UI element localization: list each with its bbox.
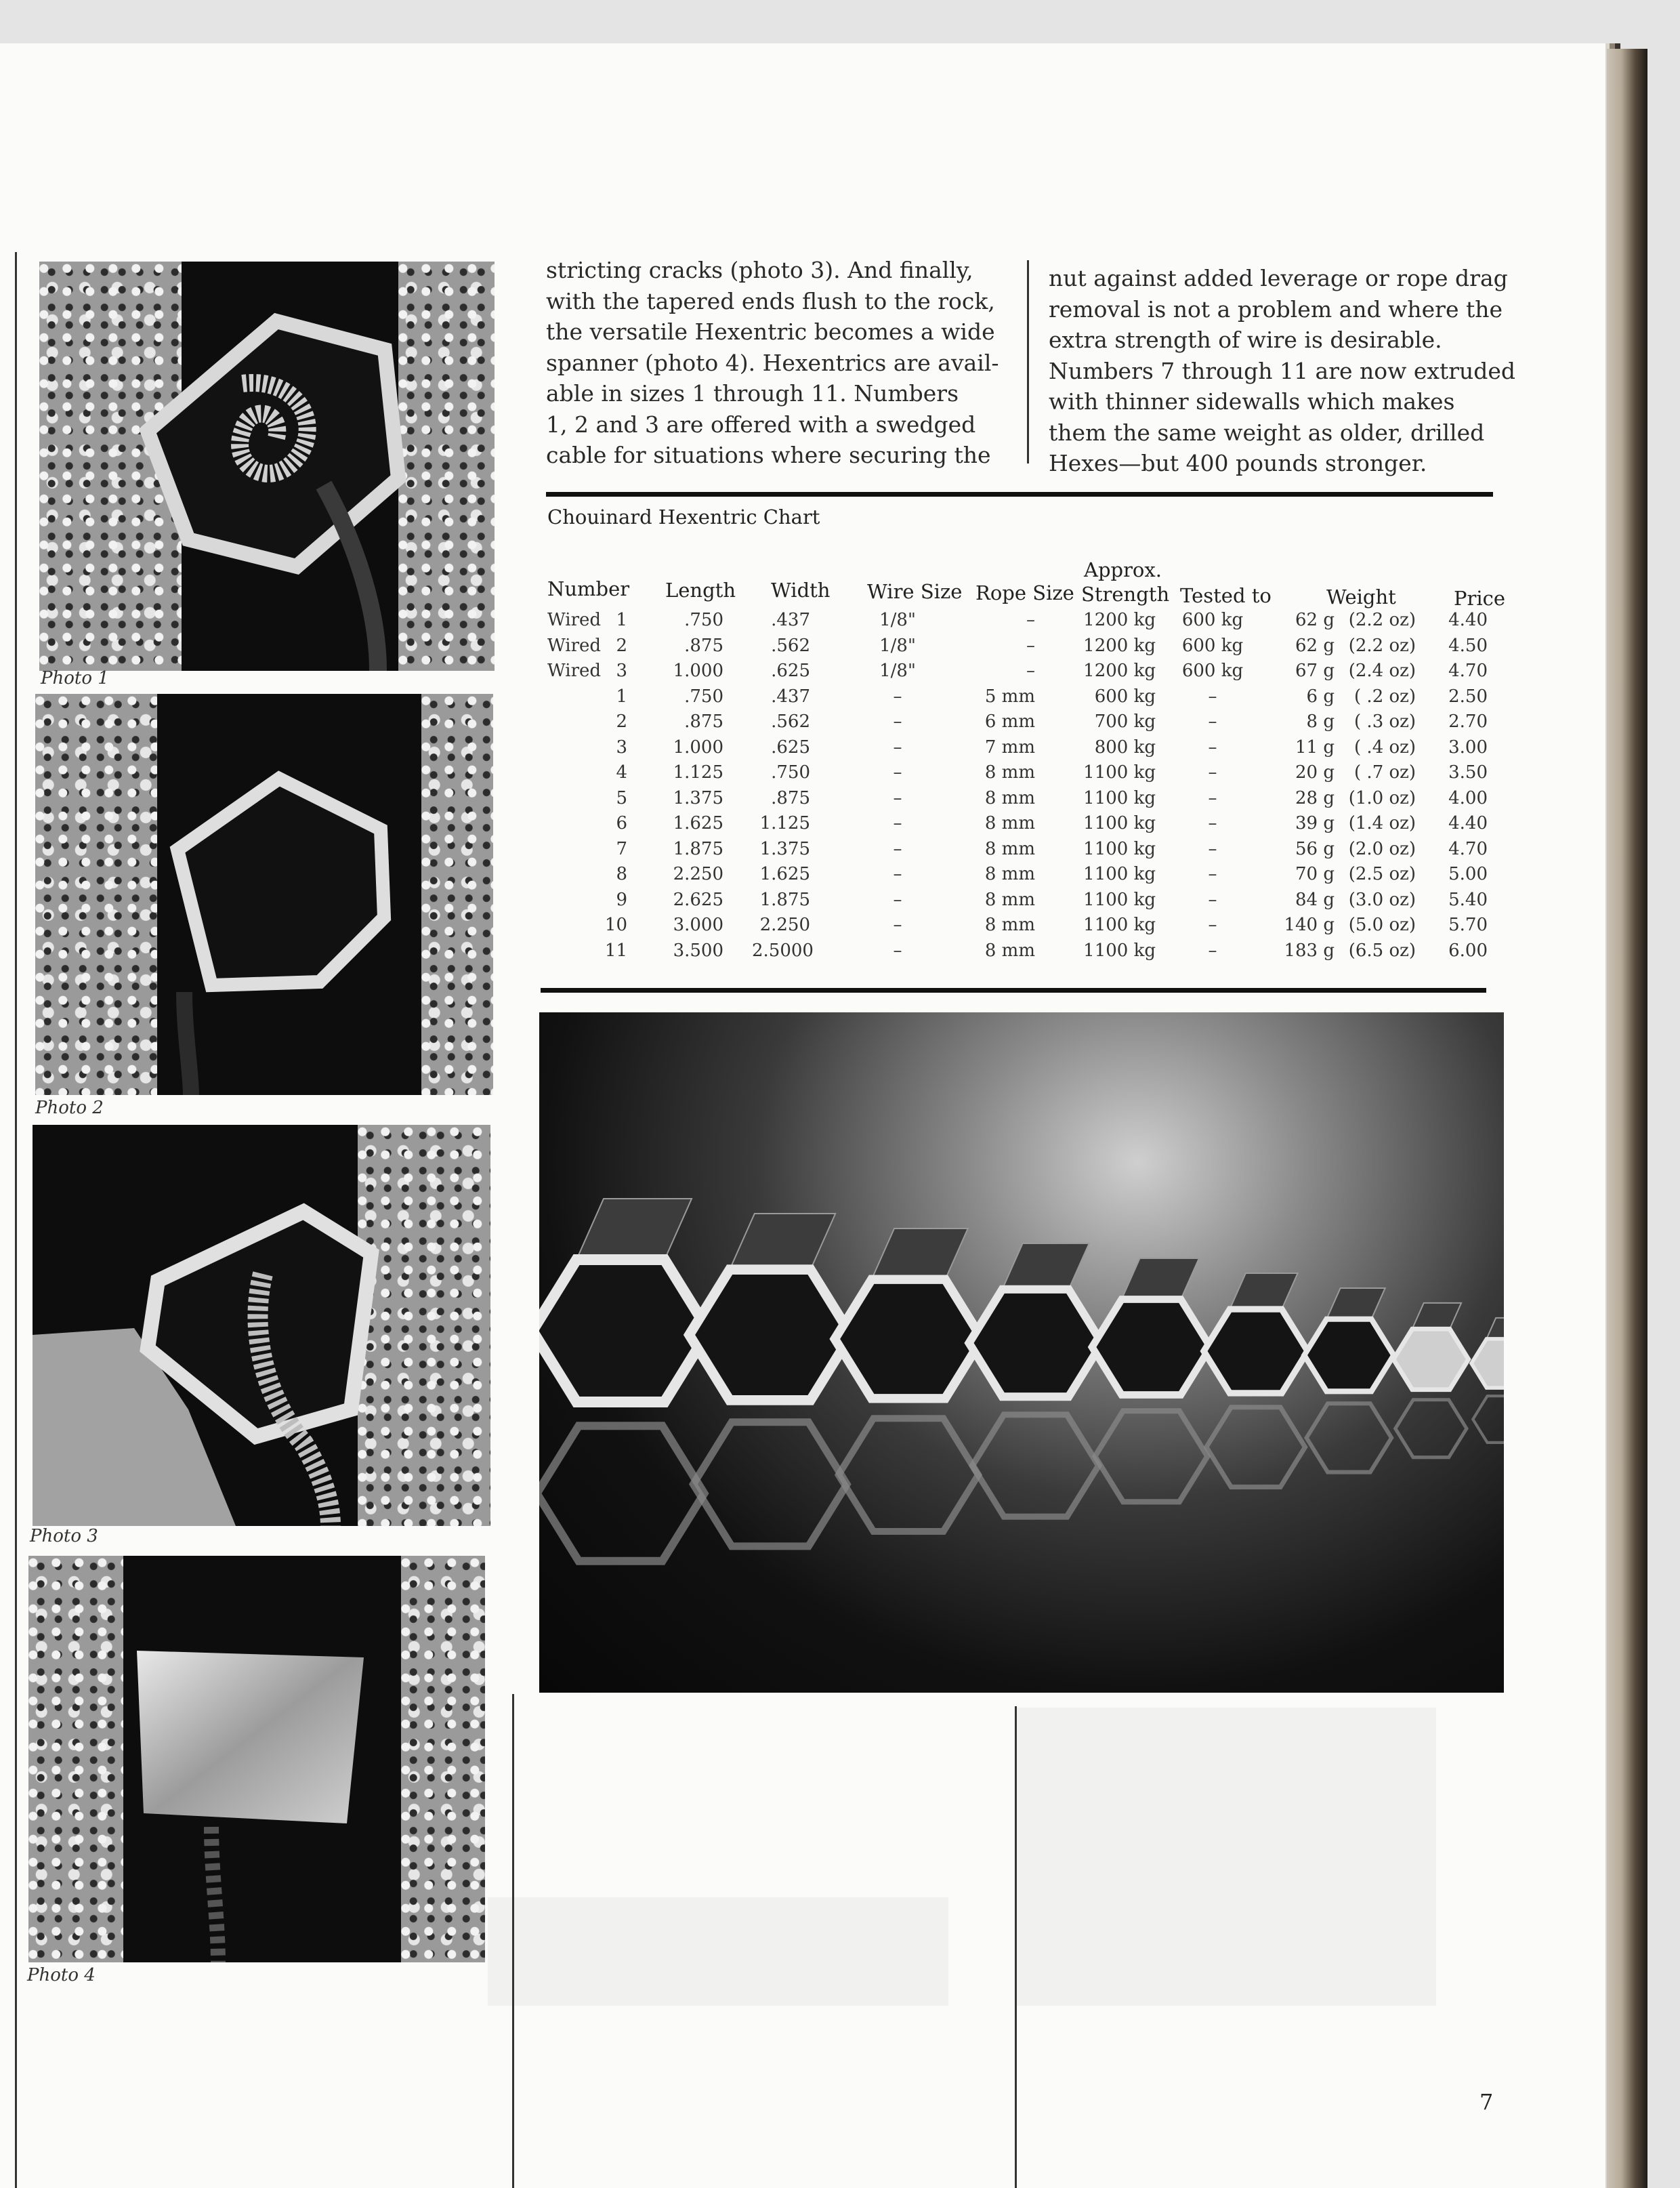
- hexentric-lineup: [539, 1012, 1504, 1693]
- hexentric-reflection: [1206, 1407, 1305, 1487]
- cell-wire: –: [893, 686, 902, 707]
- cell-rope: 8 mm: [984, 762, 1035, 783]
- header-rope-size: Rope Size: [975, 581, 1074, 604]
- cell-weight-g: 11 g: [1295, 737, 1335, 758]
- cell-length: 3.000: [673, 915, 723, 935]
- cell-tested: 600 kg: [1181, 661, 1244, 681]
- cell-tested: –: [1208, 889, 1217, 910]
- hexentric-size-6: [1204, 1309, 1307, 1393]
- cell-price: 6.00: [1448, 940, 1488, 961]
- cell-weight-oz: (5.0 oz): [1348, 915, 1416, 935]
- cell-price: 4.50: [1448, 635, 1488, 656]
- cell-weight-oz: ( .2 oz): [1354, 686, 1416, 707]
- cell-tested: –: [1208, 940, 1217, 961]
- cell-wire: –: [893, 787, 902, 808]
- cell-price: 5.00: [1448, 864, 1488, 884]
- cell-tested: 600 kg: [1181, 635, 1244, 656]
- cell-prefix: Wired: [547, 661, 602, 681]
- text-line: with thinner sidewalls which makes: [1049, 388, 1455, 415]
- cell-prefix: Wired: [547, 635, 602, 656]
- cell-wire: –: [893, 889, 902, 910]
- header-weight: Weight: [1326, 585, 1396, 608]
- column-rule-lower: [512, 1694, 514, 2188]
- cell-num: 2: [616, 711, 627, 732]
- cell-num: 6: [616, 813, 627, 833]
- cell-strength: 1200 kg: [1083, 610, 1156, 630]
- cell-weight-g: 39 g: [1295, 813, 1335, 833]
- cell-tested: –: [1208, 915, 1217, 935]
- cell-weight-g: 140 g: [1284, 915, 1335, 935]
- cell-weight-g: 67 g: [1295, 661, 1335, 681]
- hexentric-set-photo: [539, 1012, 1504, 1693]
- cell-length: 1.875: [673, 838, 723, 859]
- hexentric-size-5: [1304, 1319, 1393, 1392]
- cell-weight-g: 183 g: [1284, 940, 1335, 961]
- cell-weight-g: 6 g: [1306, 686, 1335, 707]
- cell-width: .562: [771, 635, 810, 656]
- show-through-block: [488, 1897, 948, 2006]
- cell-wire: 1/8": [879, 661, 916, 681]
- hexentric-reflection: [693, 1422, 847, 1546]
- hexentric-top-face: [1326, 1288, 1385, 1319]
- cell-price: 3.00: [1448, 737, 1488, 758]
- cell-rope: 5 mm: [984, 686, 1035, 707]
- cell-wire: 1/8": [879, 610, 916, 630]
- cell-length: .750: [684, 610, 723, 630]
- cell-length: 1.000: [673, 661, 723, 681]
- text-line: extra strength of wire is desirable.: [1049, 327, 1442, 353]
- cell-price: 5.40: [1448, 889, 1488, 910]
- photo-2: [35, 694, 493, 1095]
- cell-prefix: Wired: [547, 610, 602, 630]
- text-line: with the tapered ends flush to the rock,: [546, 287, 995, 314]
- cell-rope: 8 mm: [984, 915, 1035, 935]
- hexentric-size-10: [689, 1270, 851, 1401]
- cell-strength: 1100 kg: [1083, 915, 1156, 935]
- cell-rope: –: [1026, 610, 1035, 630]
- text-line: removal is not a problem and where the: [1049, 295, 1503, 323]
- header-strength: Strength: [1081, 583, 1170, 606]
- cell-strength: 1100 kg: [1083, 940, 1156, 961]
- cell-price: 4.40: [1448, 610, 1488, 630]
- column-rule-top: [1027, 260, 1029, 463]
- cell-tested: –: [1208, 813, 1217, 833]
- show-through-block: [1016, 1708, 1436, 2006]
- cell-price: 3.50: [1448, 762, 1488, 783]
- hexentric-top-face: [872, 1229, 968, 1279]
- cell-width: .875: [771, 787, 810, 808]
- cell-weight-g: 56 g: [1295, 838, 1335, 859]
- hexentric-size-11: [539, 1260, 709, 1402]
- photo-1-caption: Photo 1: [41, 668, 109, 688]
- text-line: Hexes—but 400 pounds stronger.: [1049, 450, 1427, 476]
- cell-width: .625: [771, 737, 810, 758]
- cell-width: 2.5000: [752, 940, 814, 961]
- cell-price: 4.40: [1448, 813, 1488, 833]
- left-margin-rule: [15, 252, 17, 2188]
- hexentric-top-face: [1230, 1273, 1297, 1309]
- cell-weight-g: 62 g: [1295, 610, 1335, 630]
- cell-num: 8: [616, 864, 627, 884]
- cell-rope: –: [1026, 635, 1035, 656]
- cell-price: 4.70: [1448, 838, 1488, 859]
- cell-length: .875: [684, 711, 723, 732]
- cell-tested: –: [1208, 762, 1217, 783]
- hexentric-size-3: [1471, 1339, 1504, 1388]
- cell-price: 5.70: [1448, 915, 1488, 935]
- cell-rope: 8 mm: [984, 787, 1035, 808]
- hexentric-reflection: [1395, 1400, 1467, 1458]
- chart-bottom-rule: [541, 988, 1486, 993]
- hexentric-reflection: [1307, 1403, 1391, 1472]
- cell-weight-g: 62 g: [1295, 635, 1335, 656]
- cell-num: 4: [616, 762, 627, 783]
- cell-weight-g: 28 g: [1295, 787, 1335, 808]
- cell-tested: –: [1208, 711, 1217, 732]
- cell-wire: –: [893, 940, 902, 961]
- cell-weight-oz: (2.4 oz): [1348, 661, 1416, 681]
- cell-rope: 8 mm: [984, 940, 1035, 961]
- cell-tested: –: [1208, 787, 1217, 808]
- cell-weight-oz: (1.4 oz): [1348, 813, 1416, 833]
- cell-wire: –: [893, 711, 902, 732]
- photo-4-caption: Photo 4: [27, 1965, 96, 1985]
- cell-weight-oz: (2.5 oz): [1348, 864, 1416, 884]
- cell-strength: 1100 kg: [1083, 838, 1156, 859]
- cell-width: .625: [771, 661, 810, 681]
- header-approx: Approx.: [1084, 558, 1162, 581]
- cell-wire: 1/8": [879, 635, 916, 656]
- cell-strength: 700 kg: [1094, 711, 1156, 732]
- cell-wire: –: [893, 762, 902, 783]
- cell-strength: 1100 kg: [1083, 813, 1156, 833]
- text-line: Numbers 7 through 11 are now extruded: [1049, 357, 1516, 384]
- hexentric-size-9: [835, 1279, 982, 1399]
- cell-weight-oz: (3.0 oz): [1348, 889, 1416, 910]
- chart-title: Chouinard Hexentric Chart: [547, 505, 820, 529]
- cell-strength: 1100 kg: [1083, 762, 1156, 783]
- cell-rope: 7 mm: [984, 737, 1035, 758]
- hexentric-top-face: [1412, 1303, 1461, 1329]
- text-line: spanner (photo 4). Hexentrics are avail-: [546, 349, 999, 376]
- cell-rope: –: [1026, 661, 1035, 681]
- header-width: Width: [771, 579, 831, 602]
- cell-tested: –: [1208, 864, 1217, 884]
- header-price: Price: [1454, 587, 1506, 610]
- cell-strength: 1100 kg: [1083, 787, 1156, 808]
- cell-price: 4.70: [1448, 661, 1488, 681]
- cell-weight-g: 70 g: [1295, 864, 1335, 884]
- hexentric-top-face: [576, 1199, 692, 1260]
- text-line: able in sizes 1 through 11. Numbers: [546, 380, 959, 407]
- header-number: Number: [547, 577, 630, 600]
- hexentric-reflection: [839, 1418, 978, 1531]
- cell-length: 2.250: [673, 864, 723, 884]
- cell-rope: 8 mm: [984, 864, 1035, 884]
- cell-wire: –: [893, 813, 902, 833]
- hexentric-reflection: [539, 1426, 705, 1561]
- cell-tested: 600 kg: [1181, 610, 1244, 630]
- cell-length: 2.625: [673, 889, 723, 910]
- text-line: 1, 2 and 3 are offered with a swedged: [546, 411, 976, 438]
- text-line: them the same weight as older, drilled: [1049, 419, 1485, 446]
- cell-strength: 1100 kg: [1083, 864, 1156, 884]
- hexentric-top-face: [1486, 1318, 1504, 1339]
- cell-num: 9: [616, 889, 627, 910]
- cell-wire: –: [893, 737, 902, 758]
- cell-num: 7: [616, 838, 627, 859]
- photo-1: [39, 262, 495, 671]
- cell-length: 1.000: [673, 737, 723, 758]
- cell-tested: –: [1208, 686, 1217, 707]
- cell-weight-g: 84 g: [1295, 889, 1335, 910]
- cell-wire: –: [893, 838, 902, 859]
- cell-weight-g: 20 g: [1295, 762, 1335, 783]
- hexentric-reflection: [1095, 1411, 1207, 1502]
- photo-2-caption: Photo 2: [35, 1098, 104, 1118]
- cell-strength: 800 kg: [1094, 737, 1156, 758]
- cell-num: 5: [616, 787, 627, 808]
- cell-strength: 1100 kg: [1083, 889, 1156, 910]
- hexentric-top-face: [1122, 1258, 1199, 1299]
- cell-length: 3.500: [673, 940, 723, 961]
- cell-strength: 1200 kg: [1083, 661, 1156, 681]
- cell-rope: 8 mm: [984, 838, 1035, 859]
- cell-weight-oz: (2.2 oz): [1348, 610, 1416, 630]
- cell-width: .437: [771, 610, 810, 630]
- text-line: stricting cracks (photo 3). And finally,: [546, 257, 973, 283]
- cell-weight-oz: (1.0 oz): [1348, 787, 1416, 808]
- header-wire-size: Wire Size: [867, 580, 963, 603]
- cell-rope: 6 mm: [984, 711, 1035, 732]
- cell-width: 1.375: [759, 838, 810, 859]
- cell-strength: 600 kg: [1094, 686, 1156, 707]
- header-length: Length: [665, 579, 736, 602]
- hexentric-wide-spanner: [28, 1556, 485, 1962]
- hexentric-top-face: [1003, 1243, 1089, 1289]
- cell-length: 1.625: [673, 813, 723, 833]
- hexentric-in-crack: [35, 694, 493, 1095]
- column-rule-bottom-right: [1015, 1706, 1017, 2188]
- cell-num: 2: [616, 635, 627, 656]
- cell-width: .437: [771, 686, 810, 707]
- cell-num: 1: [616, 686, 627, 707]
- hexentric-size-7: [1092, 1299, 1211, 1395]
- cell-price: 2.70: [1448, 711, 1488, 732]
- cell-length: 1.375: [673, 787, 723, 808]
- cell-width: .750: [771, 762, 810, 783]
- cell-price: 4.00: [1448, 787, 1488, 808]
- cell-price: 2.50: [1448, 686, 1488, 707]
- hexentric-reflection: [972, 1415, 1098, 1516]
- page-number: 7: [1479, 2089, 1494, 2115]
- cell-width: 1.125: [759, 813, 810, 833]
- cell-width: 1.625: [759, 864, 810, 884]
- cell-rope: 8 mm: [984, 813, 1035, 833]
- cell-width: .562: [771, 711, 810, 732]
- cell-rope: 8 mm: [984, 889, 1035, 910]
- hexentric-reflection: [1473, 1396, 1504, 1443]
- hexentric-top-face: [730, 1214, 835, 1270]
- cell-weight-oz: (2.2 oz): [1348, 635, 1416, 656]
- cell-tested: –: [1208, 838, 1217, 859]
- cell-wire: –: [893, 864, 902, 884]
- hexentric-constricting: [33, 1125, 490, 1526]
- cell-weight-oz: (6.5 oz): [1348, 940, 1416, 961]
- body-text-column-right: [1049, 263, 1515, 479]
- cell-num: 1: [616, 610, 627, 630]
- photo-3-caption: Photo 3: [30, 1526, 98, 1546]
- cell-weight-g: 8 g: [1306, 711, 1335, 732]
- photo-3: [33, 1125, 490, 1526]
- cell-num: 10: [604, 915, 627, 935]
- cell-weight-oz: ( .7 oz): [1354, 762, 1416, 783]
- hexentric-size-8: [969, 1289, 1101, 1397]
- cell-num: 11: [604, 940, 627, 961]
- cell-tested: –: [1208, 737, 1217, 758]
- cell-num: 3: [616, 737, 627, 758]
- cell-length: .875: [684, 635, 723, 656]
- header-tested-to: Tested to: [1180, 584, 1272, 607]
- cell-weight-oz: ( .4 oz): [1354, 737, 1416, 758]
- chart-top-rule: [546, 492, 1493, 497]
- text-line: cable for situations where securing the: [546, 442, 991, 468]
- text-line: nut against added leverage or rope drag: [1049, 265, 1508, 291]
- cell-num: 3: [616, 661, 627, 681]
- cell-weight-oz: (2.0 oz): [1348, 838, 1416, 859]
- text-line: the versatile Hexentric becomes a wide: [546, 318, 995, 345]
- cell-width: 2.250: [759, 915, 810, 935]
- cell-strength: 1200 kg: [1083, 635, 1156, 656]
- photo-4: [28, 1556, 485, 1962]
- cell-width: 1.875: [759, 889, 810, 910]
- body-text-column-left: [546, 255, 999, 471]
- cell-wire: –: [893, 915, 902, 935]
- page-edge-shadow: [1607, 49, 1647, 2188]
- hexentric-with-rope: [39, 262, 495, 671]
- hexentric-size-4: [1393, 1329, 1469, 1389]
- cell-weight-oz: ( .3 oz): [1354, 711, 1416, 732]
- cell-length: .750: [684, 686, 723, 707]
- cell-length: 1.125: [673, 762, 723, 783]
